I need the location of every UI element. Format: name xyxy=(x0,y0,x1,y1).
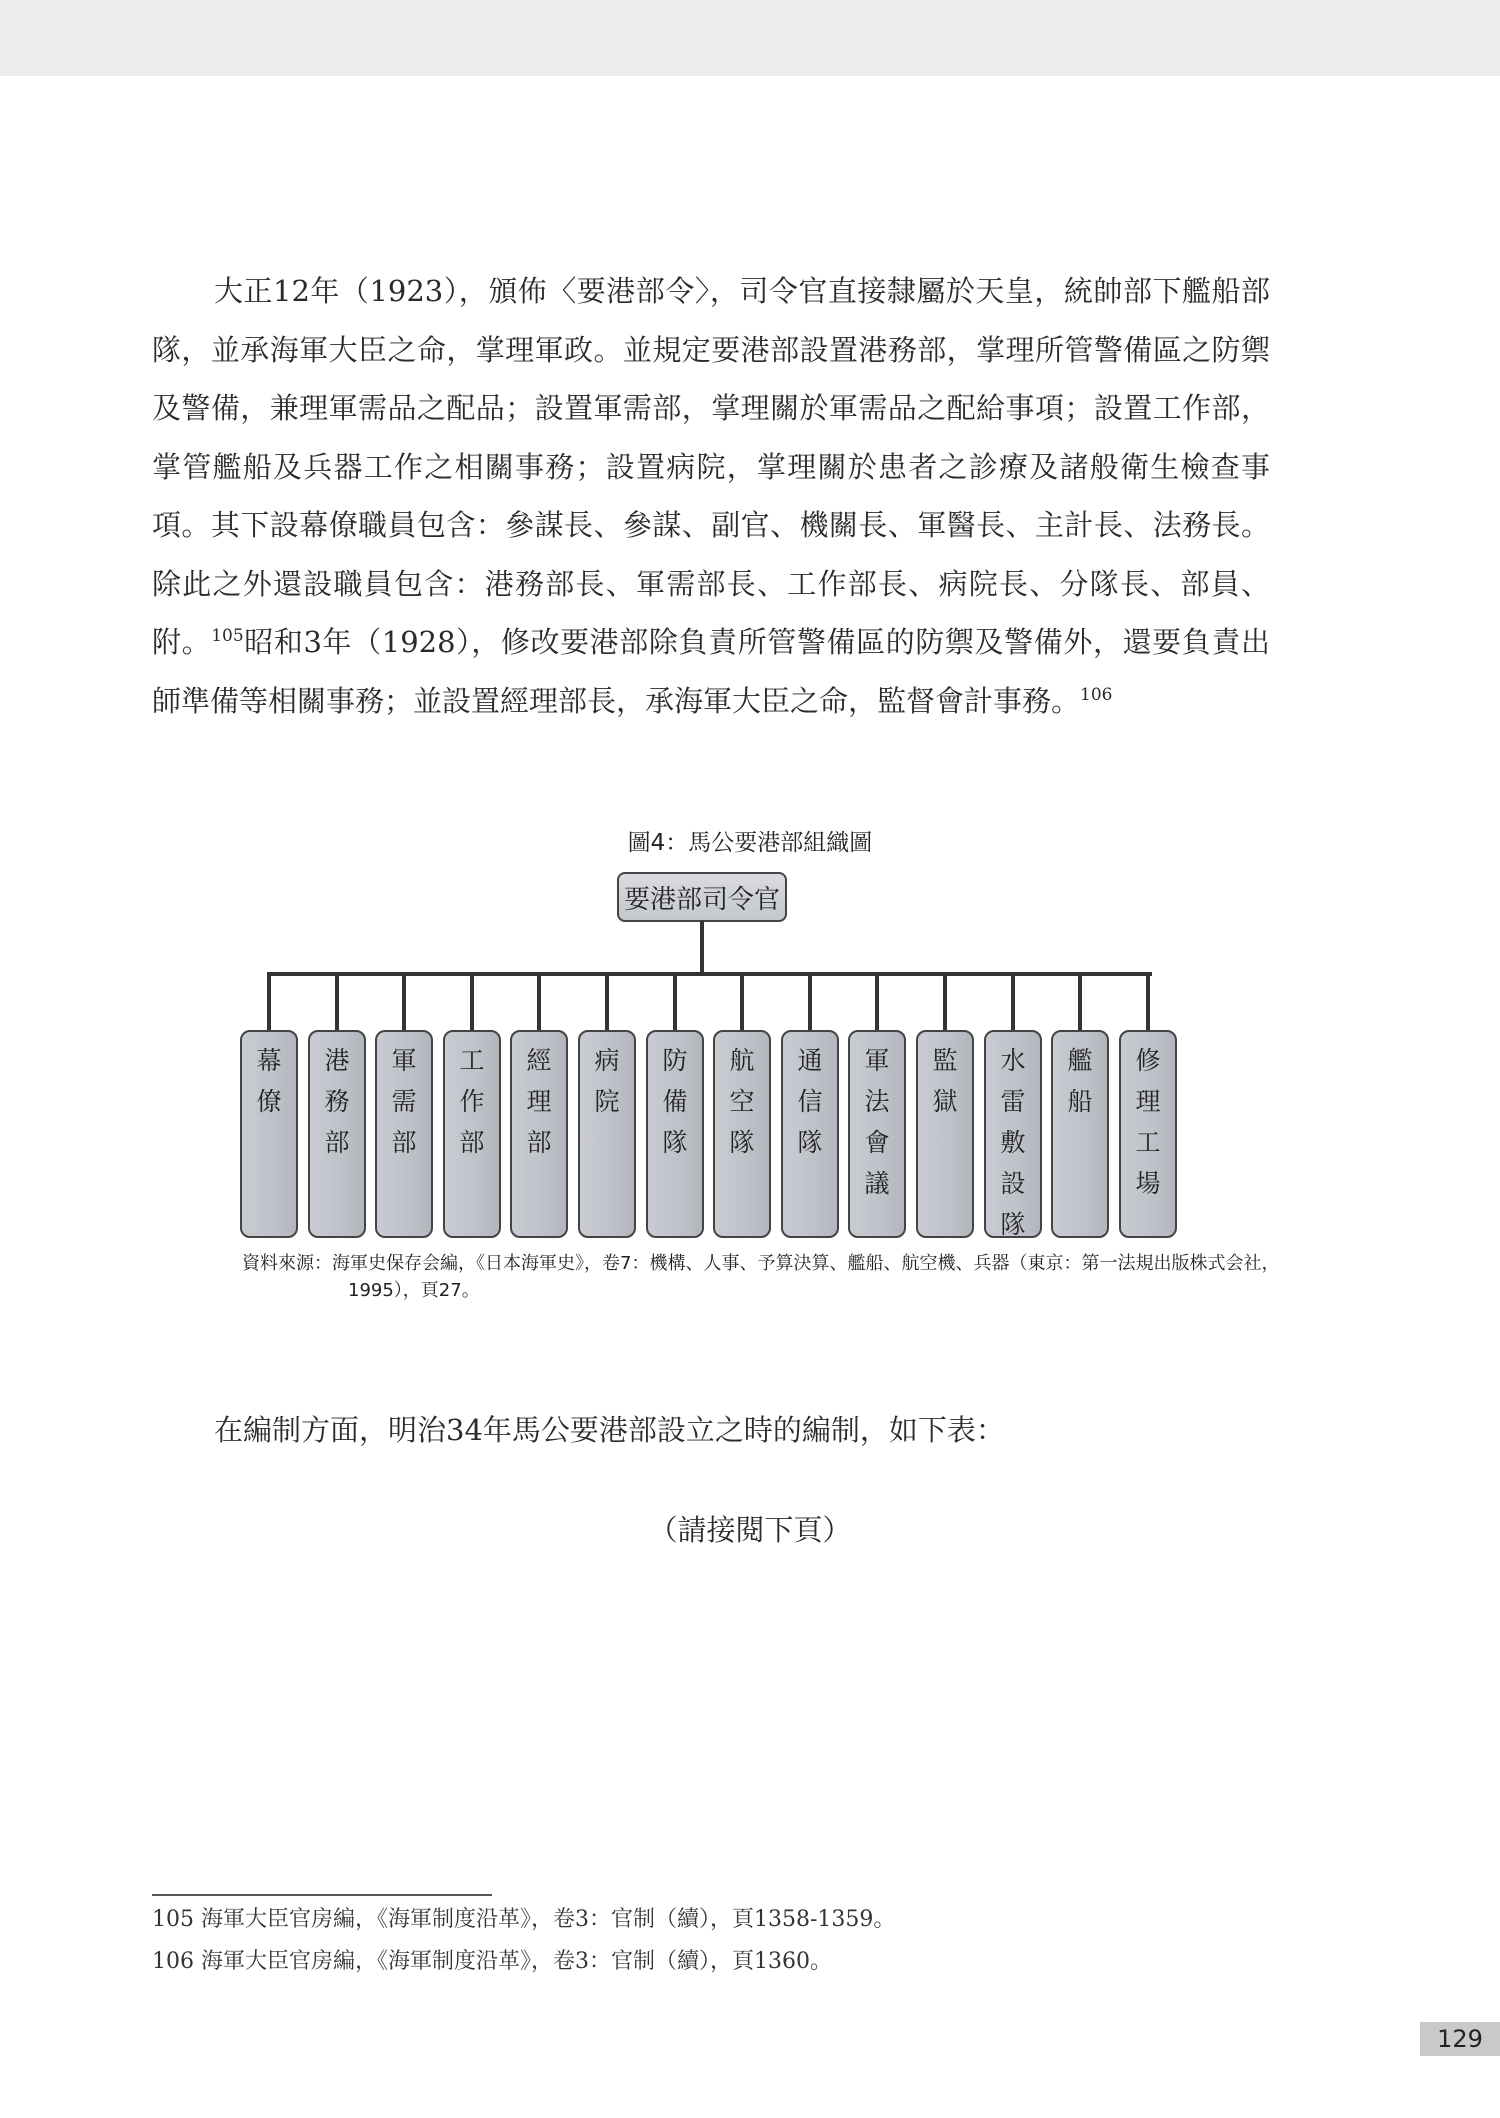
org-chart-unit-label: 監獄 xyxy=(932,1046,958,1116)
footnote-divider xyxy=(152,1894,492,1896)
org-chart-connector xyxy=(605,972,609,1032)
org-chart-unit-label: 經理部 xyxy=(526,1046,552,1157)
org-chart-connector xyxy=(673,972,677,1032)
org-chart-connector xyxy=(1011,972,1015,1032)
org-chart-unit-label: 病院 xyxy=(594,1046,620,1116)
org-chart-unit-label: 工作部 xyxy=(459,1046,485,1157)
org-chart-unit xyxy=(1051,1030,1109,1238)
org-chart-unit-label: 港務部 xyxy=(324,1046,350,1157)
org-chart-unit xyxy=(443,1030,501,1238)
org-chart-unit-label: 通信隊 xyxy=(797,1046,823,1157)
org-chart-unit xyxy=(308,1030,366,1238)
org-chart-connector xyxy=(808,972,812,1032)
org-chart-connector xyxy=(943,972,947,1032)
org-chart-unit-label: 幕僚 xyxy=(256,1046,282,1116)
org-chart-unit-label: 航空隊 xyxy=(729,1046,755,1157)
org-chart-unit xyxy=(848,1030,906,1238)
figure-source-note: 資料來源：海軍史保存会編，《日本海軍史》，卷7：機構、人事、予算決算、艦船、航空機、兵器（東京：第一法規出版株式会社，1995），頁27。 xyxy=(242,1253,1280,1301)
figure-caption: 圖4：馬公要港部組織圖 xyxy=(627,830,873,856)
org-chart-unit xyxy=(781,1030,839,1238)
org-chart-unit xyxy=(916,1030,974,1238)
footnote-106: 106 海軍大臣官房編，《海軍制度沿革》，卷3：官制（續），頁1360。 xyxy=(152,1949,832,1974)
org-chart-connector xyxy=(335,972,339,1032)
footnote-ref-106[interactable]: 106 xyxy=(1080,684,1113,705)
body-paragraph-1: 大正12年（1923），頒佈〈要港部令〉，司令官直接隸屬於天皇，統帥部下艦船部隊，並承海軍大臣之命，掌理軍政。並規定要港部設置港務部，掌理所管警備區之防禦及警備，兼理軍需品之配品；設置軍需部，掌理關於軍需品之配給事項；設置工作部，掌管艦船及兵器工作之相關事務；設置病院，掌理關於患者之診療及諸般衛生檢查事項。其下設幕僚職員包含：參謀長、參謀、副官、機關長、軍醫長、主計長、法務長。除此之外還設職員包含：港務部長、軍需部長、工作部長、病院長、分隊長、部員、附。$^{105}$昭和3年（1928），修改要港部除負責所管警備區的防禦及警備外，還要負責出師準備等相關事務；並設置經理部長，承海軍大臣之命，監督會計事務。$^{106}$ xyxy=(152,274,1270,718)
footnote-ref-105[interactable]: 105 xyxy=(211,626,244,646)
org-chart-unit xyxy=(375,1030,433,1238)
org-chart-connector xyxy=(740,972,744,1032)
org-chart-connector xyxy=(267,972,271,1032)
org-chart-unit xyxy=(646,1030,704,1238)
scan-top-band xyxy=(0,0,1500,76)
footnote-105: 105 海軍大臣官房編，《海軍制度沿革》，卷3：官制（續），頁1358-1359。 xyxy=(152,1907,896,1932)
org-chart-connector xyxy=(402,972,406,1032)
org-chart-connector xyxy=(470,972,474,1032)
org-chart-unit xyxy=(984,1030,1042,1238)
org-chart-unit xyxy=(510,1030,568,1238)
org-chart-unit xyxy=(578,1030,636,1238)
org-chart-unit xyxy=(240,1030,298,1238)
org-chart-unit-label: 修理工場 xyxy=(1135,1046,1161,1198)
org-chart-connector xyxy=(875,972,879,1032)
org-chart-unit xyxy=(1119,1030,1177,1238)
org-chart-stem-line xyxy=(700,921,704,976)
page-number: 129 xyxy=(1420,2022,1500,2056)
org-chart-bus-line xyxy=(268,972,1152,976)
org-chart-unit-label: 艦船 xyxy=(1067,1046,1093,1116)
body-paragraph-2: 在編制方面，明治34年馬公要港部設立之時的編制，如下表： xyxy=(214,1413,1005,1447)
org-chart-connector xyxy=(1078,972,1082,1032)
org-chart-unit-label: 水雷敷設隊 xyxy=(1000,1046,1026,1239)
org-chart-connector xyxy=(1146,972,1150,1032)
org-chart-unit-label: 防備隊 xyxy=(662,1046,688,1157)
org-chart-connector xyxy=(537,972,541,1032)
org-chart-root-commander: 要港部司令官 xyxy=(617,872,787,922)
org-chart-unit xyxy=(713,1030,771,1238)
continued-notice: （請接閱下頁） xyxy=(648,1513,852,1547)
org-chart-unit-label: 軍需部 xyxy=(391,1046,417,1157)
org-chart-unit-label: 軍法會議 xyxy=(864,1046,890,1198)
